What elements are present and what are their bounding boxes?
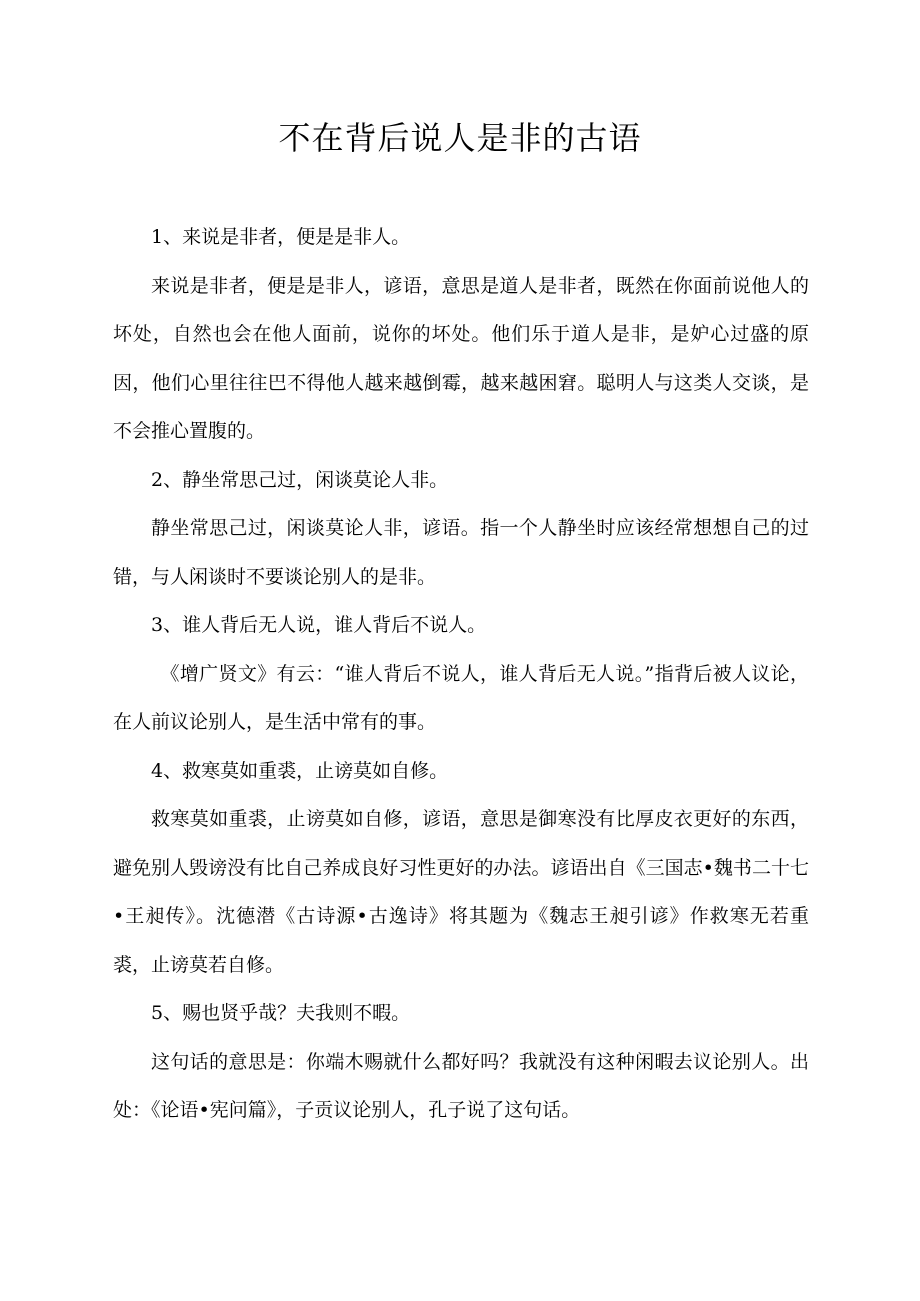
section-5-heading: 5、赐也贤乎哉？夫我则不暇。: [151, 1002, 411, 1024]
section-1-text: 来说是非者，便是是非人，谚语，意思是道人是非者，既然在你面前说他人的坏处，自然也会在他人面前，说你的坏处。他们乐于道人是非，是妒心过盛的原因，他们心里往往巴不得他人越来越倒霉，越来越困窘。聪明人与这类人交谈，是不会推心置腹的。: [113, 274, 809, 442]
section-2-text: 静坐常思己过，闲谈莫论人非，谚语。指一个人静坐时应该经常想想自己的过错，与人闲谈时不要谈论别人的是非。: [113, 517, 809, 588]
section-4-text: 救寒莫如重裘，止谤莫如自修，谚语，意思是御寒没有比厚皮衣更好的东西，避免别人毁谤没有比自己养成良好习性更好的办法。谚语出自《三国志•魏书二十七•王昶传》。沈德潜《古诗源•古逸诗》将其题为《魏志王昶引谚》作救寒无若重裘，止谤莫若自修。: [113, 808, 809, 976]
section-3-text: 《增广贤文》有云：“谁人背后不说人，谁人背后无人说。”指背后被人议论，在人前议论别人，是生活中常有的事。: [113, 662, 809, 733]
section-5-text: 这句话的意思是：你端木赐就什么都好吗？我就没有这种闲暇去议论别人。出处：《论语•宪问篇》，子贡议论别人，孔子说了这句话。: [113, 1050, 809, 1121]
section-1-heading: 1、来说是非者，便是是非人。: [151, 226, 411, 248]
section-4-heading: 4、救寒莫如重裘，止谤莫如自修。: [151, 759, 449, 782]
section-2-heading: 2、静坐常思己过，闲谈莫论人非。: [151, 468, 449, 491]
document-body: [113, 213, 809, 1135]
document-title: 不在背后说人是非的古语: [278, 119, 642, 157]
section-3-heading: 3、谁人背后无人说，谁人背后不说人。: [151, 614, 487, 636]
